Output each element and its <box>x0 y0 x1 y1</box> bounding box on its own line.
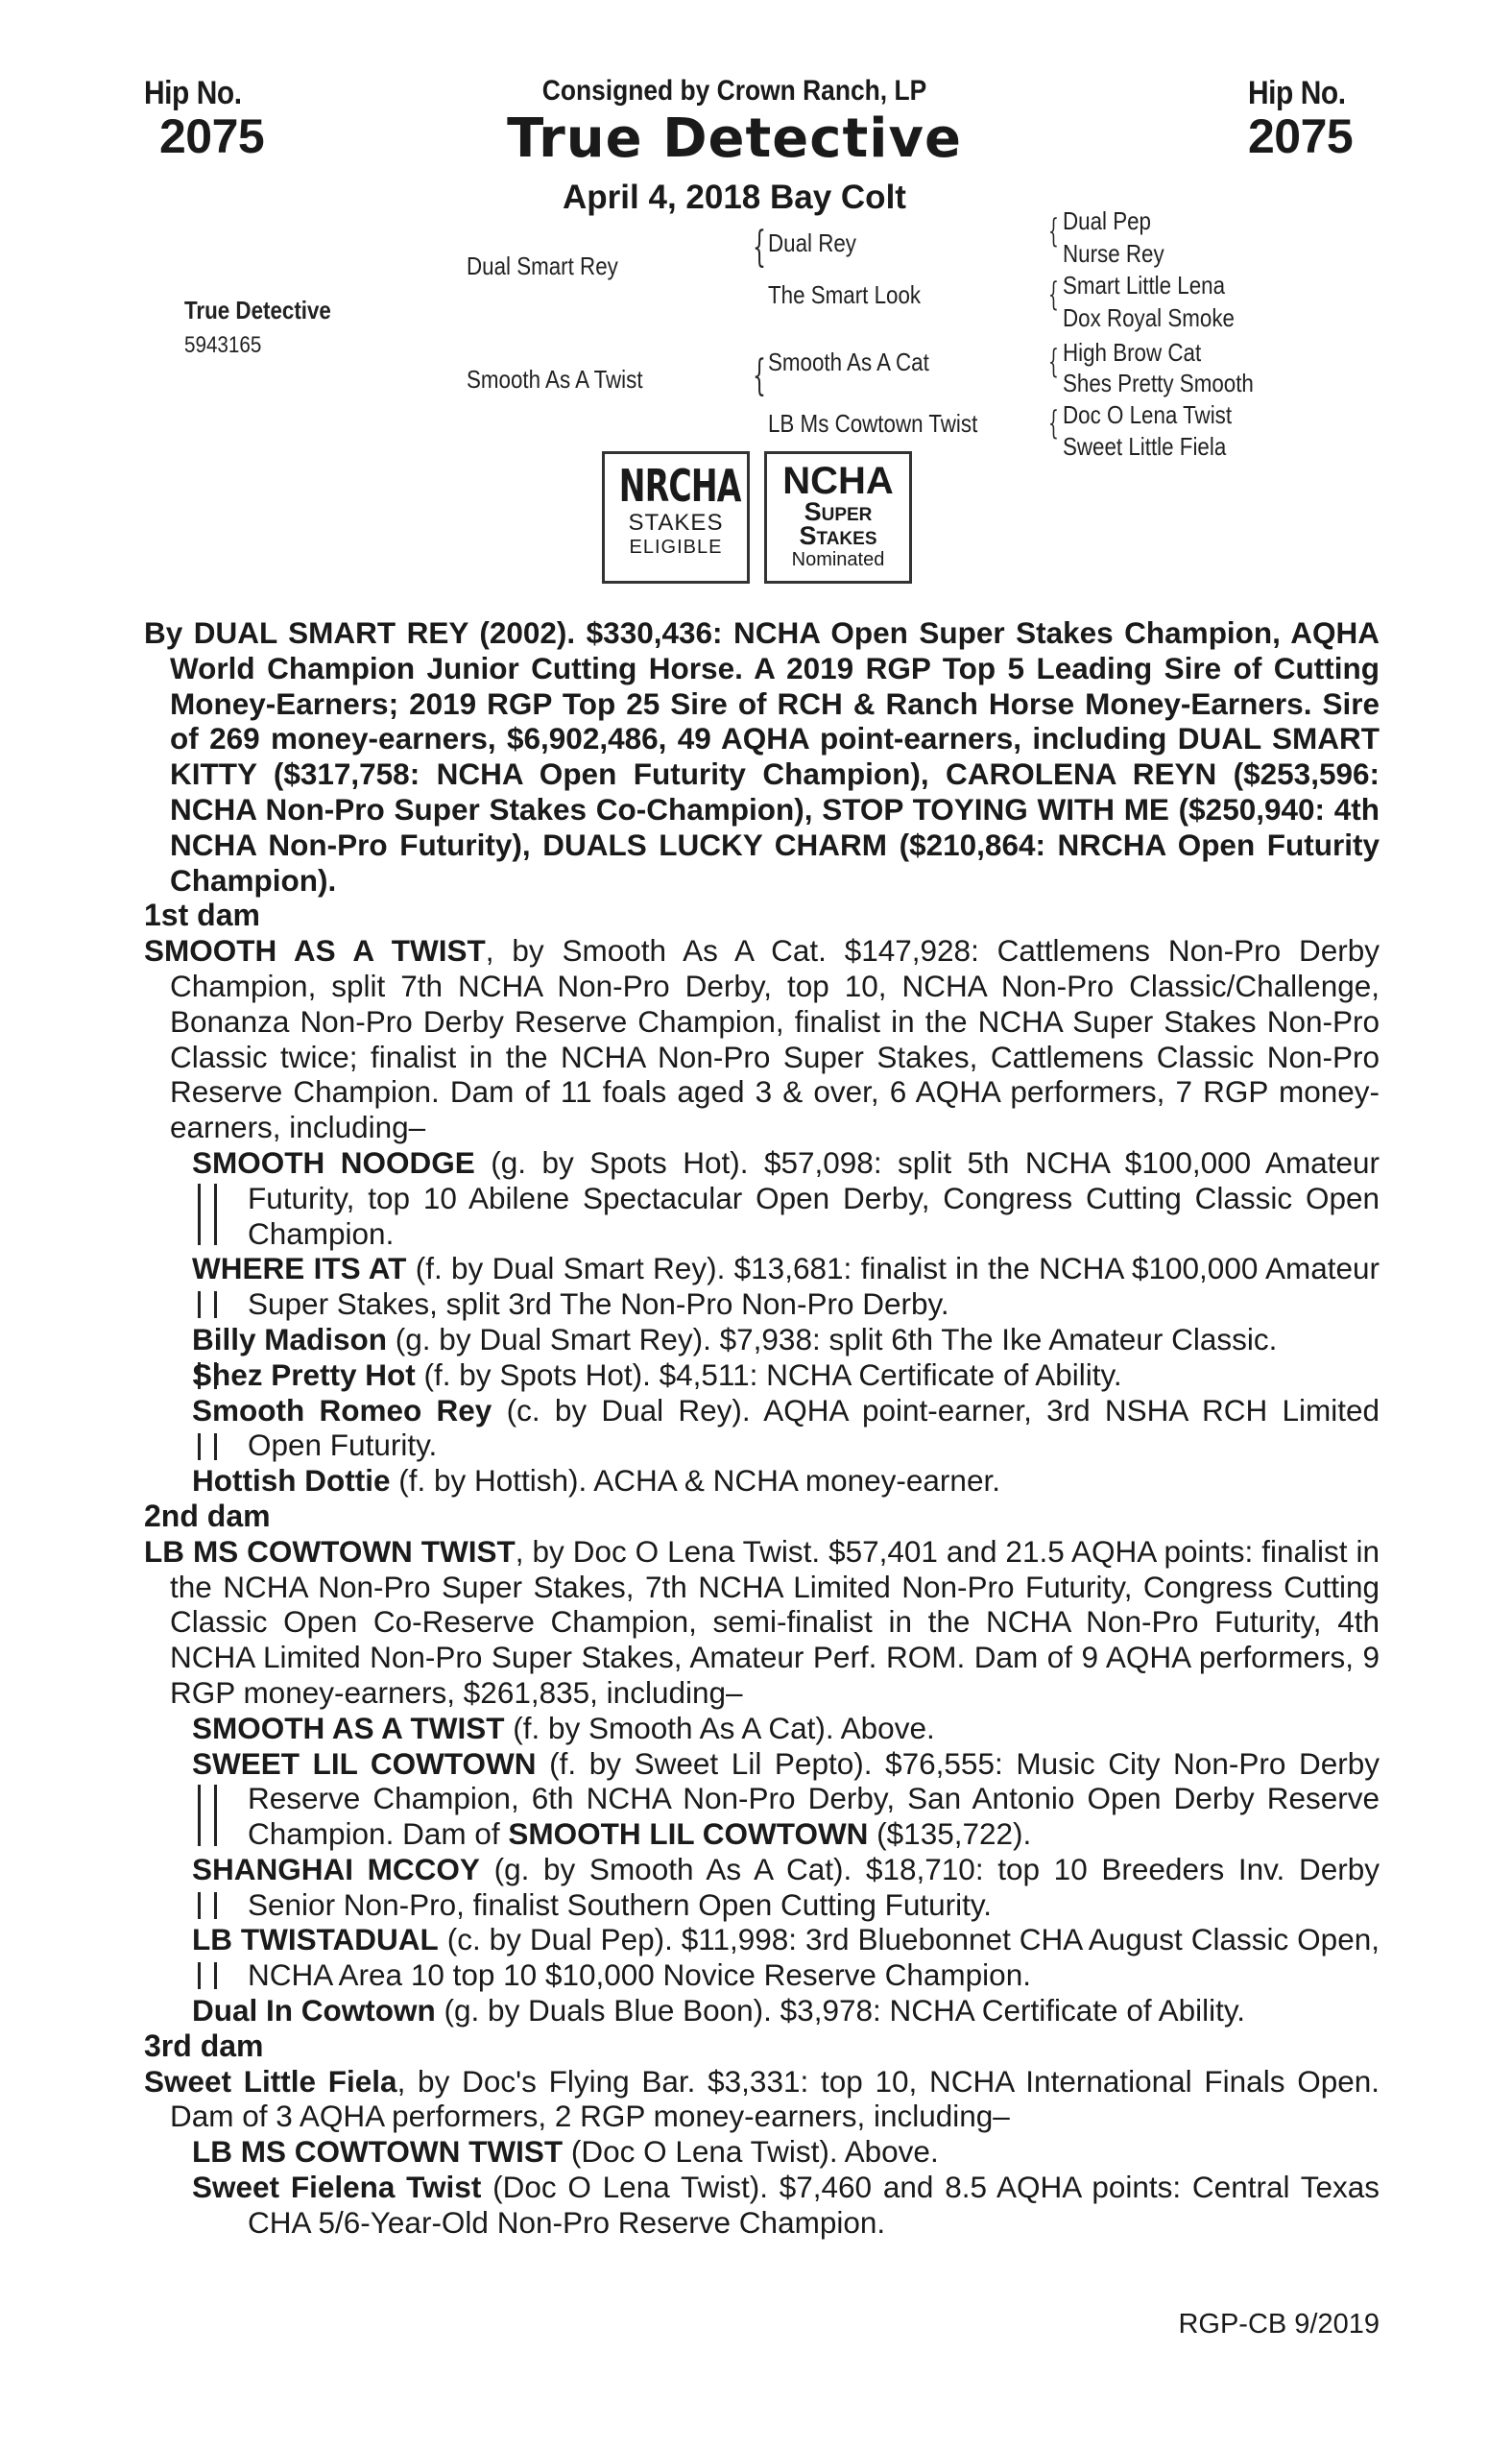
hip-label: Hip No. <box>144 75 242 111</box>
sire-dam-dam: Dox Royal Smoke <box>1063 303 1235 332</box>
dam-sire-dam: Shes Pretty Smooth <box>1063 369 1254 397</box>
produce-name: Billy Madison <box>192 1321 388 1356</box>
nrcha-logo-eligible: ELIGIBLE <box>629 537 723 558</box>
produce-name: Dual In Cowtown <box>192 1993 436 2028</box>
produce-entry <box>144 1145 1380 1251</box>
sire-sire-sire: Dual Pep <box>1063 206 1151 235</box>
produce-name: Smooth Romeo Rey <box>192 1392 492 1428</box>
produce-entry <box>144 2134 1380 2170</box>
sire-dam: The Smart Look <box>768 280 922 309</box>
hip-label: Hip No. <box>1248 75 1346 111</box>
ncha-logo-nominated: Nominated <box>791 549 885 570</box>
produce-entry <box>144 1993 1380 2028</box>
foaling-info: April 4, 2018 Bay Colt <box>563 179 906 216</box>
produce-offspring-name: SMOOTH LIL COWTOWN <box>508 1816 869 1852</box>
produce-entry <box>144 1357 1380 1393</box>
ncha-logo-stakes: Stakes <box>799 521 877 550</box>
produce-text: (f. by Sweet Lil Pepto). $76,555: Music City Non-Pro Derby Reserve Champion, 6th NCHA Non-Pro Derby, San Antonio Open Derby Reserve Champion. Dam of <box>248 1745 1380 1852</box>
stakes-bar-icon <box>198 1184 217 1245</box>
produce-entry <box>144 1711 1380 1746</box>
dam-sire-sire: High Brow Cat <box>1063 338 1202 367</box>
third-dam-paragraph <box>144 2064 1380 2135</box>
brace-icon: { <box>753 223 766 272</box>
produce-text: (Doc O Lena Twist). Above. <box>563 2134 939 2170</box>
first-dam-name: SMOOTH AS A TWIST <box>144 933 486 969</box>
produce-name: SWEET LIL COWTOWN <box>192 1745 537 1781</box>
produce-text: (c. by Dual Pep). $11,998: 3rd Bluebonnet CHA August Classic Open, NCHA Area 10 top 10 $10,000 Novice Reserve Champion. <box>248 1922 1380 1993</box>
stakes-bar-icon <box>198 1785 217 1846</box>
produce-entry <box>144 1393 1380 1464</box>
produce-name: SMOOTH AS A TWIST <box>192 1710 505 1745</box>
stakes-bar-icon <box>198 1962 217 1989</box>
brace-icon: { <box>1048 276 1059 314</box>
produce-entry <box>144 1463 1380 1499</box>
produce-offspring-text: ($135,722). <box>868 1816 1032 1852</box>
second-dam-name: LB MS COWTOWN TWIST <box>144 1533 516 1569</box>
produce-text: (Doc O Lena Twist). $7,460 and 8.5 AQHA points: Central Texas CHA 5/6-Year-Old Non-Pro Reserve Champion. <box>248 2170 1380 2240</box>
produce-name: LB MS COWTOWN TWIST <box>192 2134 564 2170</box>
second-dam-heading: 2nd dam <box>144 1498 271 1533</box>
ncha-super-stakes-logo <box>764 451 912 584</box>
dam-dam-sire: Doc O Lena Twist <box>1063 400 1233 429</box>
sire-sire-dam: Nurse Rey <box>1063 239 1164 268</box>
produce-entry <box>144 1251 1380 1322</box>
horse-name: True Detective <box>507 108 962 170</box>
produce-entry <box>144 1852 1380 1923</box>
produce-name: LB TWISTADUAL <box>192 1922 439 1957</box>
first-dam-heading: 1st dam <box>144 898 260 933</box>
produce-text: (f. by Spots Hot). $4,511: NCHA Certificate of Ability. <box>415 1356 1122 1392</box>
brace-icon: { <box>1048 212 1059 251</box>
produce-text: (f. by Hottish). ACHA & NCHA money-earner. <box>390 1463 1000 1499</box>
nrcha-logo-text: NRCHA <box>618 460 741 512</box>
third-dam-name: Sweet Little Fiela <box>144 2063 397 2099</box>
produce-text: (c. by Dual Rey). AQHA point-earner, 3rd NSHA RCH Limited Open Futurity. <box>248 1392 1380 1463</box>
brace-icon: { <box>1048 343 1059 381</box>
stakes-bar-icon <box>198 1433 217 1460</box>
produce-name: WHERE ITS AT <box>192 1251 407 1286</box>
produce-text: (g. by Smooth As A Cat). $18,710: top 10 Breeders Inv. Derby Senior Non-Pro, finalist Southern Open Cutting Futurity. <box>248 1851 1380 1922</box>
produce-name: Hottish Dottie <box>192 1463 391 1499</box>
stakes-bar-icon <box>198 1892 217 1919</box>
nrcha-logo-stakes: STAKES <box>628 510 724 536</box>
ncha-logo-text: NCHA <box>782 460 894 502</box>
third-dam-text: , by Doc's Flying Bar. $3,331: top 10, NCHA International Finals Open. Dam of 3 AQHA performers, 2 RGP money-earners, including– <box>170 2063 1380 2134</box>
subject-registration: 5943165 <box>184 332 262 358</box>
subject-name: True Detective <box>184 296 331 324</box>
sire-paragraph: By DUAL SMART REY (2002). $330,436: NCHA Open Super Stakes Champion, AQHA World Champion Junior Cutting Horse. A 2019 RGP Top 5 Leading Sire of Cutting Money-Earners; 2019 RGP Top 25 Sire of RCH & Ranch Horse Money-Earners. Sire of 269 money-earners, $6,902,486, 49 AQHA point-earners, including DUAL SMART KITTY ($317,758: NCHA Open Futurity Champion), CAROLENA REYN ($253,596: NCHA Non-Pro Super Stakes Co-Champion), STOP TOYING WITH ME ($250,940: 4th NCHA Non-Pro Futurity), DUALS LUCKY CHARM ($210,864: NRCHA Open Futurity Champion). <box>144 615 1380 898</box>
dam-dam-dam: Sweet Little Fiela <box>1063 432 1227 461</box>
consignor: Consigned by Crown Ranch, LP <box>541 75 927 107</box>
hip-number: 2075 <box>1248 109 1354 163</box>
produce-entry <box>144 1322 1380 1357</box>
produce-name: SHANGHAI MCCOY <box>192 1851 480 1886</box>
second-dam-text: , by Doc O Lena Twist. $57,401 and 21.5 AQHA points: finalist in the NCHA Non-Pro Super Stakes, 7th NCHA Limited Non-Pro Futurity, Congress Cutting Classic Open Co-Reserve Champion, semi-finalist in the NCHA Non-Pro Futurity, 4th NCHA Limited Non-Pro Super Stakes, Amateur Perf. ROM. Dam of 9 AQHA performers, 9 RGP money-earners, $261,835, including– <box>170 1533 1380 1710</box>
first-dam-text: , by Smooth As A Cat. $147,928: Cattlemens Non-Pro Derby Champion, split 7th NCHA Non-Pro Derby, top 10, NCHA Non-Pro Classic/Challenge, Bonanza Non-Pro Derby Reserve Champion, finalist in the NCHA Super Stakes Non-Pro Classic twice; finalist in the NCHA Non-Pro Super Stakes, Cattlemens Classic Non-Pro Reserve Champion. Dam of 11 foals aged 3 & over, 6 AQHA performers, 7 RGP money-earners, including– <box>170 933 1380 1145</box>
produce-text: (g. by Dual Smart Rey). $7,938: split 6th The Ike Amateur Classic. <box>387 1321 1278 1356</box>
hip-number: 2075 <box>159 109 265 163</box>
brace-icon: { <box>1048 404 1059 443</box>
produce-name: SMOOTH NOODGE <box>192 1144 475 1180</box>
ncha-logo-super: Super <box>804 497 873 526</box>
produce-entry <box>144 2170 1380 2241</box>
produce-text: (f. by Smooth As A Cat). Above. <box>504 1710 935 1745</box>
produce-text: (f. by Dual Smart Rey). $13,681: finalist in the NCHA $100,000 Amateur Super Stakes, split 3rd The Non-Pro Non-Pro Derby. <box>248 1251 1380 1322</box>
brace-icon: { <box>753 351 766 400</box>
produce-text: (g. by Duals Blue Boon). $3,978: NCHA Certificate of Ability. <box>435 1993 1246 2028</box>
second-dam-paragraph <box>144 1534 1380 1711</box>
sire: Dual Smart Rey <box>467 252 618 280</box>
third-dam-heading: 3rd dam <box>144 2028 264 2063</box>
sire-sire: Dual Rey <box>768 228 856 257</box>
dam-sire: Smooth As A Cat <box>768 348 929 376</box>
stakes-bar-icon <box>198 1291 217 1318</box>
dam-dam: LB Ms Cowtown Twist <box>768 409 978 438</box>
produce-name: Sweet Fielena Twist <box>192 2170 482 2205</box>
catalog-body <box>144 615 1380 2241</box>
footer-code: RGP-CB 9/2019 <box>1178 2309 1380 2340</box>
produce-text: (g. by Spots Hot). $57,098: split 5th NCHA $100,000 Amateur Futurity, top 10 Abilene Spectacular Open Derby, Congress Cutting Classic Open Champion. <box>248 1144 1380 1251</box>
dam: Smooth As A Twist <box>467 365 643 394</box>
sire-dam-sire: Smart Little Lena <box>1063 271 1226 300</box>
produce-entry <box>144 1922 1380 1993</box>
produce-name: Shez Pretty Hot <box>192 1356 416 1392</box>
nrcha-stakes-eligible-logo <box>602 451 750 584</box>
produce-entry <box>144 1746 1380 1852</box>
first-dam-paragraph <box>144 933 1380 1145</box>
